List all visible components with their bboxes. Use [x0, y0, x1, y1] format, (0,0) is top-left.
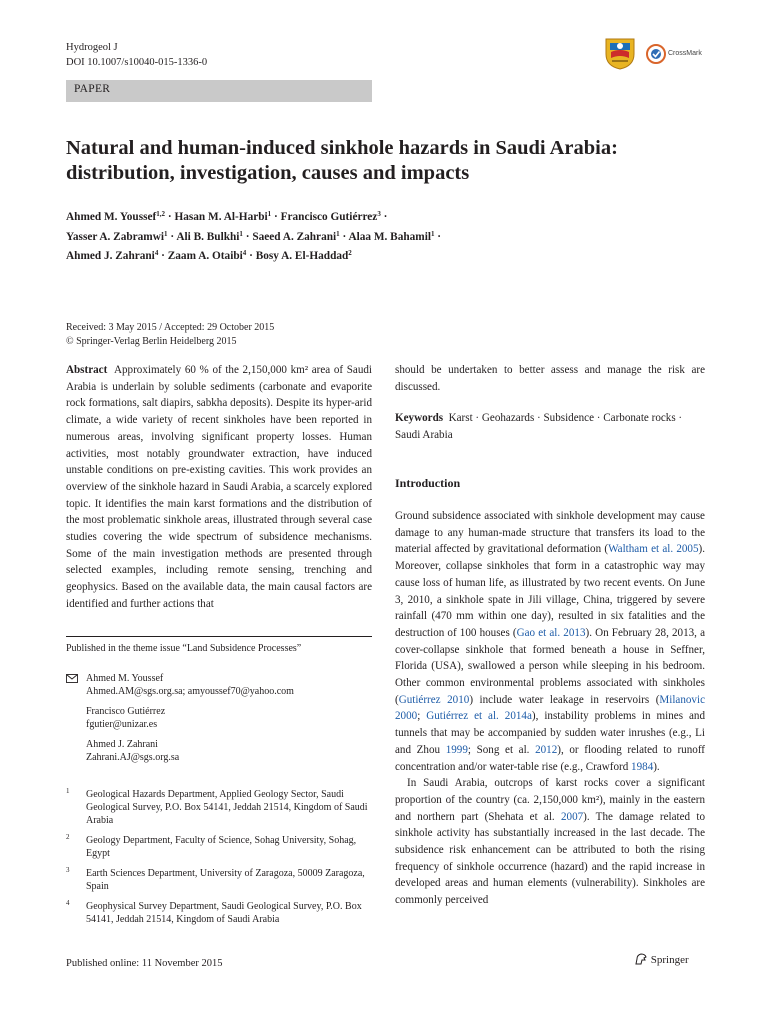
introduction-body: [395, 508, 705, 909]
keywords-label: Keywords: [395, 412, 444, 424]
section-label: PAPER: [74, 83, 111, 95]
affiliation-text: Earth Sciences Department, University of Zaragoza, 50009 Zaragoza, Spain: [86, 868, 365, 892]
citation-link[interactable]: Gutiérrez et al. 2014a: [426, 710, 532, 723]
journal-name: Hydrogeol J: [66, 42, 118, 53]
author-name[interactable]: Ahmed J. Zahrani: [66, 250, 155, 262]
author-name[interactable]: Ali B. Bulkhi: [176, 230, 240, 243]
title-line-1: Natural and human-induced sinkhole hazards in Saudi Arabia:: [66, 137, 618, 159]
journal-emblem-icon: [602, 36, 638, 70]
author-affil-sup: 1,2: [156, 210, 166, 218]
contact-email[interactable]: fgutier@unizar.es: [86, 719, 158, 730]
affiliation-number: 3: [66, 866, 70, 874]
abstract: [66, 362, 372, 613]
contact-name: Francisco Gutiérrez: [86, 706, 166, 717]
keywords-text: Karst · Geohazards · Subsidence · Carbonate rocks · Saudi Arabia: [395, 412, 683, 441]
affiliation-item: [66, 788, 372, 827]
journal-header: [66, 40, 207, 70]
title-line-2: distribution, investigation, causes and impacts: [66, 162, 470, 184]
header-logos: [602, 36, 702, 70]
affiliations: [66, 788, 372, 933]
received-accepted: Received: 3 May 2015 / Accepted: 29 October 2015: [66, 322, 275, 333]
introduction-paragraph-1: Ground subsidence associated with sinkhole development may cause damage to any human-made structure that transfers its load to the material affected by gravitational deformation (Waltham et al. 2005). Moreover, collapse sinkholes that form in a catastrophic way may cause loss of human life, as illustrated by two recent events. On June 3, 2010, a sinkhole spate in Jili village, China, triggered by severe rainfall (470 mm within one day), resulted in six fatalities and the destruction of 100 houses (Gao et al. 2013). On February 28, 2013, a cover-collapse sinkhole that formed beneath a house in Seffner, Florida (USA), swallowed a person while sleeping in his bedroom. Other common environmental problems associated with sinkholes (Gutiérrez 2010) include water leakage in reservoirs (Milanovic 2000; Gutiérrez et al. 2014a), instability problems in mines and tunnels that may be accompanied by sudden water inrushes (e.g., Li and Zhou 1999; Song et al. 2012), or flooding related to runoff concentration and/or water-table rise (e.g., Crawford 1984).: [395, 510, 706, 773]
introduction-paragraph-2: In Saudi Arabia, outcrops of karst rocks cover a significant proportion of the country (ca. 2,150,000 km²), mainly in the eastern and northern part (Shehata et al. 2007). The damage related to sinkhole activity has substantially increased in the last decade. The subsidence risk enhancement can be attributed to both the rising frequency of sinkhole occurrence (hazard) and the rapid increase in developed areas and human elements (vulnerability). Sinkholes are commonly perceived: [395, 777, 705, 907]
article-dates: [66, 321, 426, 348]
citation-link[interactable]: Gutiérrez 2010: [398, 693, 470, 706]
affiliation-item: [66, 834, 372, 860]
article-title: [66, 136, 706, 186]
author-name[interactable]: Yasser A. Zabramwi: [66, 230, 165, 243]
springer-horse-icon: [634, 953, 648, 965]
author-name[interactable]: Bosy A. El-Haddad: [255, 250, 349, 262]
contact-email[interactable]: Zahrani.AJ@sgs.org.sa: [86, 752, 180, 763]
footnote-divider: [66, 636, 372, 637]
copyright: © Springer-Verlag Berlin Heidelberg 2015: [66, 335, 237, 347]
keywords: [395, 410, 705, 443]
published-online: Published online: 11 November 2015: [66, 958, 223, 969]
affiliation-text: Geology Department, Faculty of Science, Sohag University, Sohag, Egypt: [86, 835, 357, 859]
author-affil-sup: 1: [164, 229, 168, 238]
affiliation-number: 4: [66, 899, 70, 907]
section-bar: [66, 80, 372, 102]
author-affil-sup: 4: [242, 249, 247, 257]
author-affil-sup: 1: [336, 229, 340, 238]
citation-link[interactable]: 2007: [560, 810, 584, 823]
author-name[interactable]: Ahmed M. Youssef: [66, 211, 157, 223]
citation-link[interactable]: 1984: [631, 760, 654, 773]
author-affil-sup: 3: [377, 210, 381, 218]
crossmark-label[interactable]: CrossMark: [668, 50, 702, 57]
citation-link[interactable]: Gao et al. 2013: [516, 626, 586, 639]
affiliation-number: 2: [66, 833, 70, 841]
theme-issue-note: Published in the theme issue “Land Subsidence Processes”: [66, 643, 302, 654]
author-name[interactable]: Zaam A. Otaibi: [167, 250, 243, 262]
affiliation-text: Geological Hazards Department, Applied Geology Sector, Saudi Geological Survey, P.O. Box 54141, Jeddah 21514, Kingdom of Saudi Arabia: [86, 789, 368, 826]
contact-block: [66, 672, 372, 764]
citation-link[interactable]: Waltham et al. 2005: [608, 543, 699, 556]
affiliation-item: [66, 900, 372, 926]
affiliation-item: [66, 867, 372, 893]
abstract-continued: [395, 362, 705, 395]
author-affil-sup: 2: [348, 249, 352, 257]
affiliation-number: 1: [66, 787, 70, 795]
contact-email[interactable]: Ahmed.AM@sgs.org.sa; amyoussef70@yahoo.com: [86, 686, 294, 697]
author-affil-sup: 1: [267, 210, 272, 218]
author-name[interactable]: Saeed A. Zahrani: [252, 230, 337, 243]
author-affil-sup: 4: [154, 249, 159, 257]
abstract-text: Approximately 60 % of the 2,150,000 km² area of Saudi Arabia is underlain by soluble sediments (carbonate and evaporite rock formations, salt diapirs, sabkha deposits). Despite its hyper-arid climate, a wide variety of recent sinkholes have been reported in numerous areas, involving significant property losses. Human activities, most notably groundwater extraction, have induced unstable conditions on pre-existing cavities. This work provides an overview of the sinkhole hazard in Saudi Arabia, a scarcely explored topic. It identifies the main karst formations and the distribution of the most problematic sinkhole areas, illustrated through several case studies covering the wide spectrum of subsidence mechanisms. Some of the main investigation methods are presented through selected examples, including remote sensing, trenching and geophysics. Based on the available data, the main causal factors are identified and further actions that: [66, 364, 373, 610]
introduction-heading: Introduction: [395, 476, 461, 490]
abstract-continued-text: should be undertaken to better assess and manage the risk are discussed.: [395, 364, 705, 393]
citation-link[interactable]: 1999: [445, 743, 468, 756]
doi[interactable]: DOI 10.1007/s10040-015-1336-0: [66, 57, 208, 68]
citation-link[interactable]: Milanovic 2000: [395, 693, 705, 723]
abstract-label: Abstract: [66, 364, 108, 376]
contact-name: Ahmed J. Zahrani: [86, 739, 158, 750]
crossmark-icon[interactable]: [646, 44, 666, 64]
author-list: Ahmed M. Youssef$^{1,2}$ · Hasan M. Al-Harbi$^1$ · Francisco Gutiérrez$^3$ · Yasser A. Zabramwi$^1$ · Ali B. Bulkhi$^1$ · Saeed A. Zahrani$^1$ · Alaa M. Bahamil$^1$ · Ahmed J. Zahrani$^4$ · Zaam A. Otaibi$^4$ · Bosy A. El-Haddad$^2$: [66, 210, 442, 262]
author-name[interactable]: Hasan M. Al-Harbi: [174, 211, 268, 223]
author-name[interactable]: Francisco Gutiérrez: [280, 211, 378, 223]
citation-link[interactable]: 2012: [535, 743, 558, 756]
author-name[interactable]: Alaa M. Bahamil: [348, 230, 431, 243]
publisher-logo: [634, 953, 689, 966]
author-affil-sup: 1: [430, 229, 435, 238]
affiliation-text: Geophysical Survey Department, Saudi Geological Survey, P.O. Box 54141, Jeddah 21514, Kingdom of Saudi Arabia: [86, 901, 362, 925]
contact-name: Ahmed M. Youssef: [86, 673, 164, 684]
envelope-icon: [66, 674, 78, 683]
author-affil-sup: 1: [239, 229, 243, 238]
publisher-name: Springer: [650, 954, 689, 966]
